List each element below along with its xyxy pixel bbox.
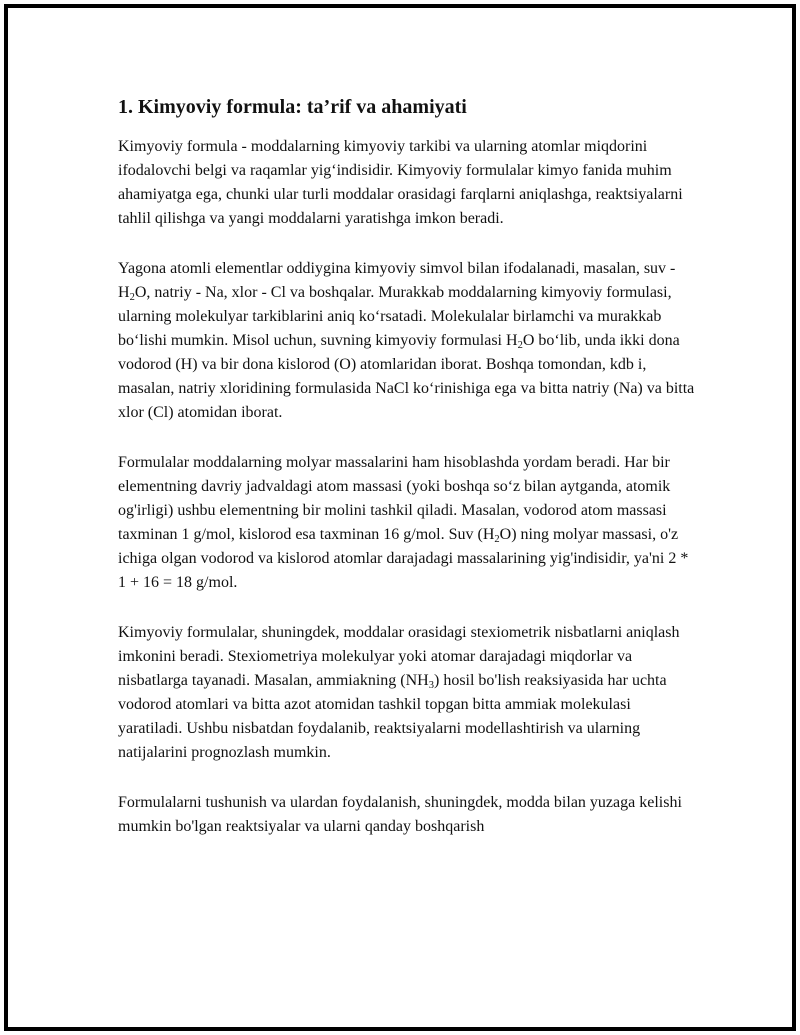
- subscript: 2: [129, 292, 135, 303]
- paragraph-3: [118, 451, 698, 595]
- section-heading: 1. Kimyoviy formula: ta’rif va ahamiyati: [118, 96, 467, 118]
- paragraph-2: [118, 257, 698, 425]
- paragraph-4: [118, 621, 698, 765]
- paragraph-2-text-1: Yagona atomli elementlar oddiygina kimyoviy simvol bilan ifodalanadi, masalan, suv - H: [118, 260, 676, 301]
- subscript: 2: [494, 534, 500, 545]
- paragraphs: [118, 135, 698, 839]
- paragraph-2-text-2: O, natriy - Na, xlor - Cl va boshqalar. Murakkab moddalarning kimyoviy formulasi, ularning molekulyar tarkiblarini aniq ko‘rsatadi. Molekulalar birlamchi va murakkab bo‘lishi mumkin. Misol uchun, suvning kimyoviy formulasi H: [118, 284, 672, 349]
- paragraph-5: Formulalarni tushunish va ulardan foydalanish, shuningdek, modda bilan yuzaga kelishi mumkin bo'lgan reaktsiyalar va ularni qanday boshqarish: [118, 794, 682, 835]
- subscript: 2: [517, 340, 523, 351]
- paragraph-4-text-2: ) hosil bo'lish reaksiyasida har uchta vodorod atomlari va bitta azot atomidan tashkil topgan bitta ammiak molekulasi yaratiladi. Ushbu nisbatdan foydalanib, reaktsiyalarni modellashtirish va ularning natijalarini prognozlash mumkin.: [118, 672, 667, 761]
- paragraph-2-text-3: O bo‘lib, unda ikki dona vodorod (H) va bir dona kislorod (O) atomlaridan iborat. Boshqa tomondan, kdb i, masalan, natriy xloridining formulasida NaCl ko‘rinishiga ega va bitta natriy (Na) va bitta xlor (Cl) atomidan iborat.: [118, 332, 695, 421]
- paragraph-3-text-1: Formulalar moddalarning molyar massalarini ham hisoblashda yordam beradi. Har bir elementning davriy jadvaldagi atom massasi (yoki boshqa so‘z bilan aytganda, atomik og'irligi) ushbu elementning bir molini tashkil qiladi. Masalan, vodorod atom massasi taxminan 1 g/mol, kislorod esa taxminan 16 g/mol. Suv (H: [118, 454, 671, 543]
- subscript: 3: [428, 680, 434, 691]
- document-body: [118, 93, 698, 865]
- paragraph-3-text-2: O) ning molyar massasi, o'z ichiga olgan vodorod va kislorod atomlar darajadagi massalarining yig'indisidir, ya'ni 2 * 1 + 16 = 18 g/mol.: [118, 526, 689, 591]
- paragraph-4-text-1: Kimyoviy formulalar, shuningdek, moddalar orasidagi stexiometrik nisbatlarni aniqlash imkonini beradi. Stexiometriya molekulyar yoki atomar darajadagi miqdorlar va nisbatlarga tayanadi. Masalan, ammiakning (NH: [118, 624, 680, 689]
- paragraph-1: Kimyoviy formula - moddalarning kimyoviy tarkibi va ularning atomlar miqdorini ifodalovchi belgi va raqamlar yig‘indisidir. Kimyoviy formulalar kimyo fanida muhim ahamiyatga ega, chunki ular turli moddalar orasidagi farqlarni aniqlashga, reaktsiyalarni tahlil qilishga va yangi moddalarni yaratishga imkon beradi.: [118, 138, 683, 227]
